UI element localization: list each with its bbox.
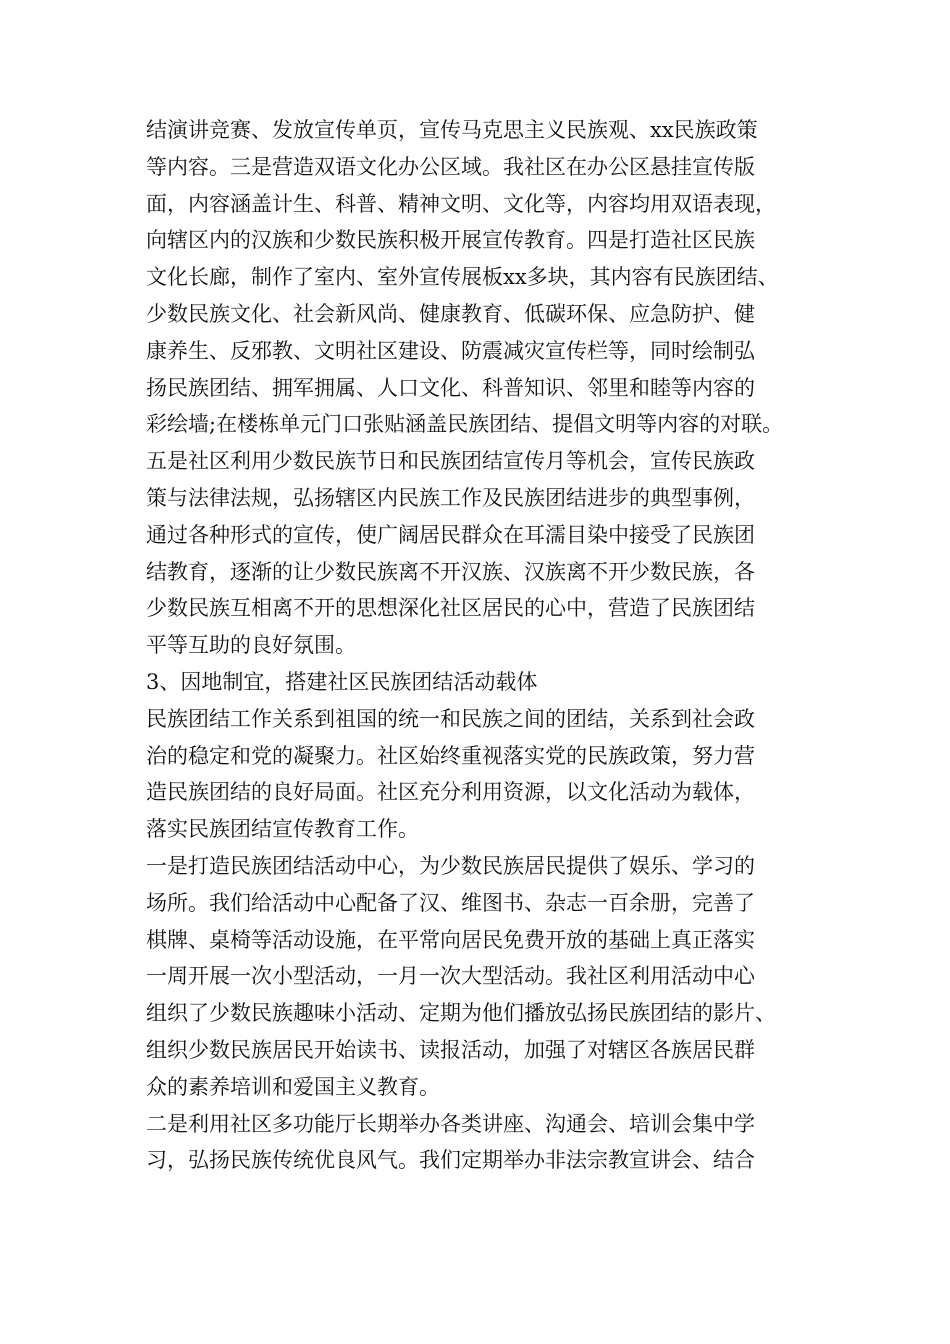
text-line: 众的素养培训和爱国主义教育。 (146, 1074, 440, 1099)
text-line: 落实民族团结宣传教育工作。 (146, 817, 419, 842)
text-line: 造民族团结的良好局面。社区充分利用资源，以文化活动为载体， (146, 780, 755, 805)
text-line: 五是社区利用少数民族节日和民族团结宣传月等机会，宣传民族政 (146, 449, 755, 474)
text-line: 向辖区内的汉族和少数民族积极开展宣传教育。四是打造社区民族 (146, 228, 755, 253)
text-line: 通过各种形式的宣传，使广阔居民群众在耳濡目染中接受了民族团 (146, 522, 755, 547)
text-line: 组织了少数民族趣味小活动、定期为他们播放弘扬民族团结的影片、 (146, 1001, 776, 1026)
text-line: 策与法律法规，弘扬辖区内民族工作及民族团结进步的典型事例， (146, 485, 755, 510)
text-line: 少数民族互相离不开的思想深化社区居民的心中，营造了民族团结 (146, 596, 755, 621)
text-line: 民族团结工作关系到祖国的统一和民族之间的团结，关系到社会政 (146, 706, 755, 731)
text-line: 场所。我们给活动中心配备了汉、维图书、杂志一百余册，完善了 (146, 890, 755, 915)
text-line: 面，内容涵盖计生、科普、精神文明、文化等，内容均用双语表现， (146, 191, 776, 216)
text-line: 结教育，逐渐的让少数民族离不开汉族、汉族离不开少数民族，各 (146, 559, 755, 584)
text-line: 组织少数民族居民开始读书、读报活动，加强了对辖区各族居民群 (146, 1037, 755, 1062)
text-line: 结演讲竞赛、发放宣传单页，宣传马克思主义民族观、xx民族政策 (146, 118, 758, 142)
text-line: 康养生、反邪教、文明社区建设、防震减灾宣传栏等，同时绘制弘 (146, 338, 755, 363)
text-line: 平等互助的良好氛围。 (146, 633, 356, 658)
document-body (146, 112, 826, 1179)
text-line: 治的稳定和党的凝聚力。社区始终重视落实党的民族政策，努力营 (146, 743, 755, 768)
text-line: 文化长廊，制作了室内、室外宣传展板xx多块，其内容有民族团结、 (146, 265, 779, 290)
text-line: 二是利用社区多功能厅长期举办各类讲座、沟通会、培训会集中学 (146, 1111, 755, 1136)
text-line: 习，弘扬民族传统优良风气。我们定期举办非法宗教宣讲会、结合 (146, 1148, 755, 1173)
text-line: 少数民族文化、社会新风尚、健康教育、低碳环保、应急防护、健 (146, 301, 755, 326)
text-line: 棋牌、桌椅等活动设施，在平常向居民免费开放的基础上真正落实 (146, 927, 755, 952)
text-line: 彩绘墙;在楼栋单元门口张贴涵盖民族团结、提倡文明等内容的对联。 (146, 412, 784, 437)
text-line: 等内容。三是营造双语文化办公区域。我社区在办公区悬挂宣传版 (146, 154, 755, 179)
section-heading: 3、因地制宜，搭建社区民族团结活动载体 (146, 669, 538, 694)
text-line: 扬民族团结、拥军拥属、人口文化、科普知识、邻里和睦等内容的 (146, 375, 755, 400)
text-line: 一周开展一次小型活动，一月一次大型活动。我社区利用活动中心 (146, 964, 755, 989)
text-line: 一是打造民族团结活动中心，为少数民族居民提供了娱乐、学习的 (146, 853, 755, 878)
